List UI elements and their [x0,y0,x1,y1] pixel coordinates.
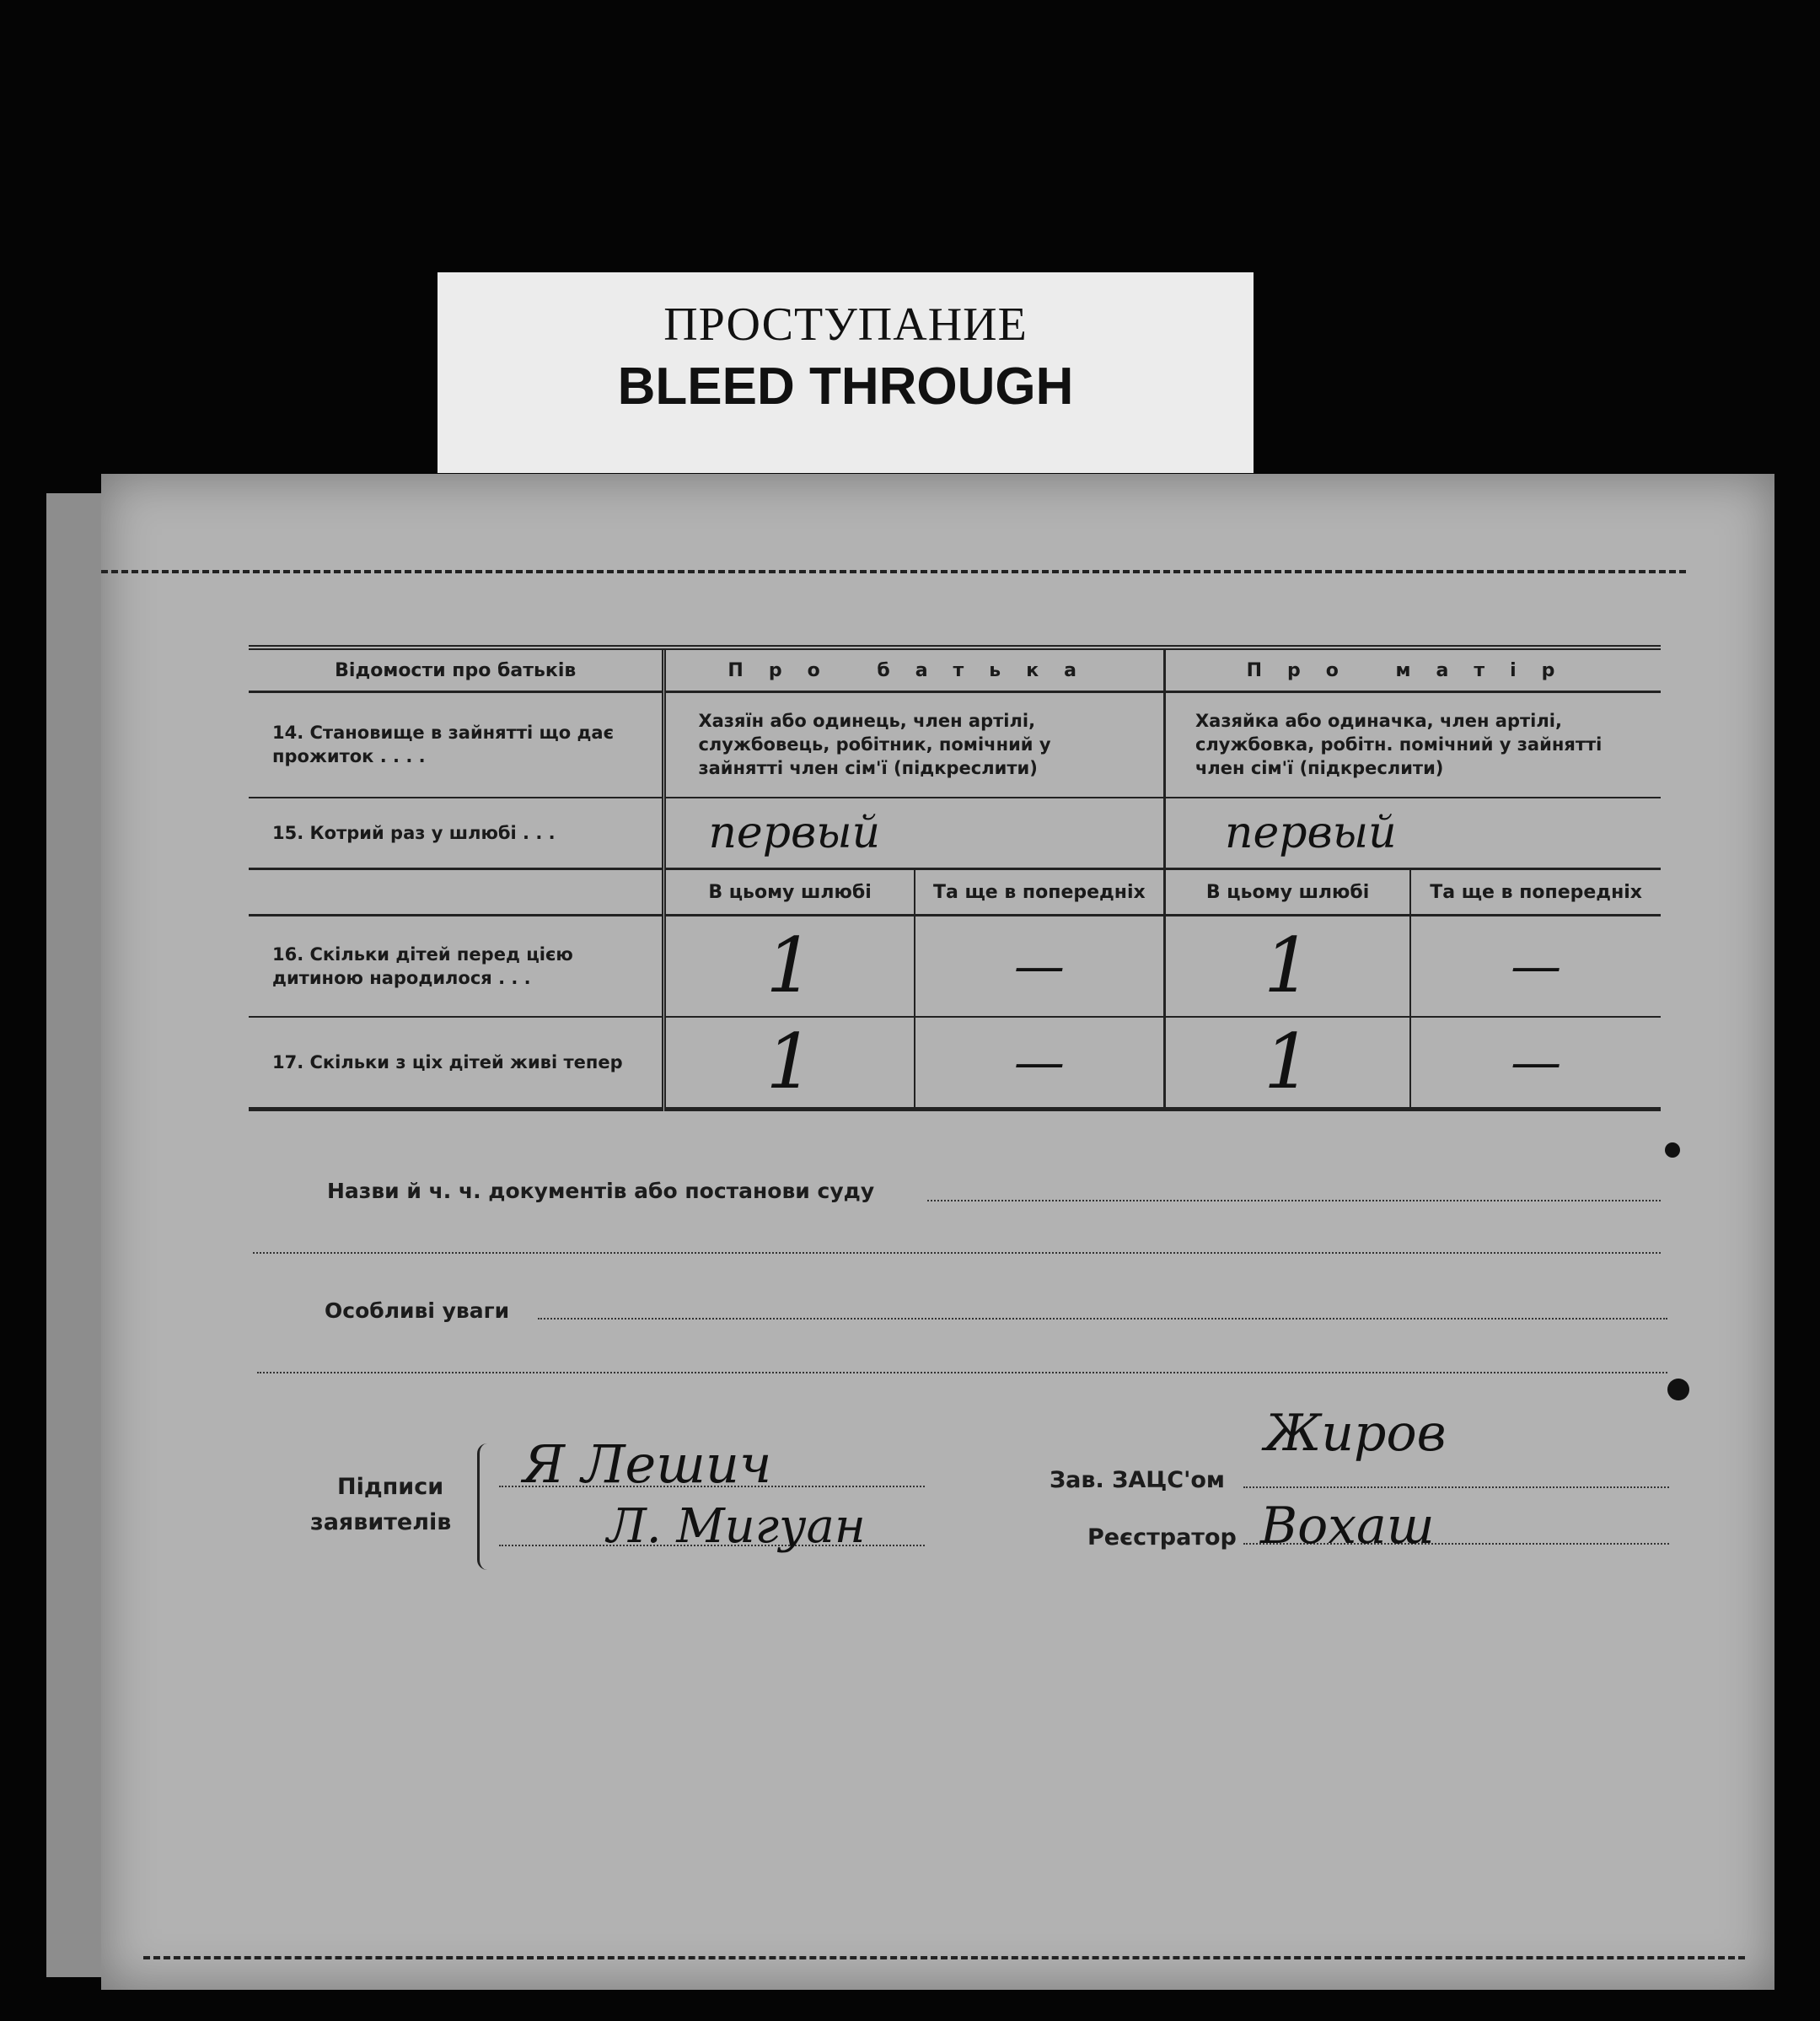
row17-label: 17. Скільки з ціх дітей живі тепер [249,1017,664,1110]
subheader-father-this: В цьому шлюбі [664,869,915,916]
remarks-label: Особливі уваги [325,1298,510,1323]
row16-mother-this: 1 [1164,916,1410,1017]
applicant-signature-1: Я Лешич [523,1433,772,1495]
label-russian: ПРОСТУПАНИЕ [663,298,1028,351]
remarks-line-1 [538,1318,1667,1320]
row15-mother: первый [1224,807,1397,858]
documents-line-1 [927,1200,1661,1201]
documents-line-2 [253,1252,1661,1254]
row15-father: первый [664,798,1165,869]
head-signature: Жиров [1264,1404,1447,1463]
header-mother: Про матір [1246,659,1581,681]
head-label: Зав. ЗАЦС'ом [1050,1467,1225,1493]
row14-mother: Хазяйка або одиначка, член артілі, службовка, робітн. помічний у зайнятті член сім'ї (підкреслити) [1195,711,1603,779]
head-signature-line [1243,1486,1669,1488]
subheader-blank [249,869,664,916]
row17-father-this: 1 [664,1017,915,1110]
row16-father-this: 1 [664,916,915,1017]
row16-mother-prev: — [1511,936,1562,996]
paper-edge [46,493,105,1977]
subheader-father-prev: Та ще в попередніх [915,869,1165,916]
registrar-signature: Вохаш [1260,1497,1435,1556]
applicants-brace [477,1443,491,1570]
perforation-bottom [143,1956,1745,1959]
header-parents-info: Відомости про батьків [249,648,664,692]
punch-hole [1665,1142,1680,1158]
row14-label: 14. Становище в зайнятті що дає прожиток . . . . [249,692,664,798]
punch-hole [1667,1379,1689,1400]
parents-info-table [249,645,1661,1111]
row17-mother-this: 1 [1164,1017,1410,1110]
subheader-mother-this: В цьому шлюбі [1164,869,1410,916]
label-english: BLEED THROUGH [617,357,1074,416]
row17-mother-prev: — [1511,1032,1562,1092]
bleed-through-label [438,272,1254,473]
subheader-mother-prev: Та ще в попередніх [1430,881,1642,903]
row17-father-prev: — [915,1017,1165,1110]
remarks-line-2 [257,1372,1667,1373]
header-father: Про батька [664,648,1165,692]
perforation-top [101,570,1686,573]
applicant-signature-2: Л. Мигуан [607,1499,866,1554]
row15-label: 15. Котрий раз у шлюбі . . . [249,798,664,869]
documents-label: Назви й ч. ч. документів або постанови суду [327,1179,875,1203]
row16-label: 16. Скільки дітей перед цією дитиною народилося . . . [249,916,664,1017]
registrar-label: Реєстратор [1087,1524,1237,1551]
row16-father-prev: — [915,916,1165,1017]
applicants-label-2: заявителів [310,1509,452,1535]
applicants-label-1: Підписи [337,1474,444,1500]
row14-father: Хазяїн або одинець, член артілі, службовець, робітник, помічний у зайнятті член сім'ї (підкреслити) [664,692,1165,798]
